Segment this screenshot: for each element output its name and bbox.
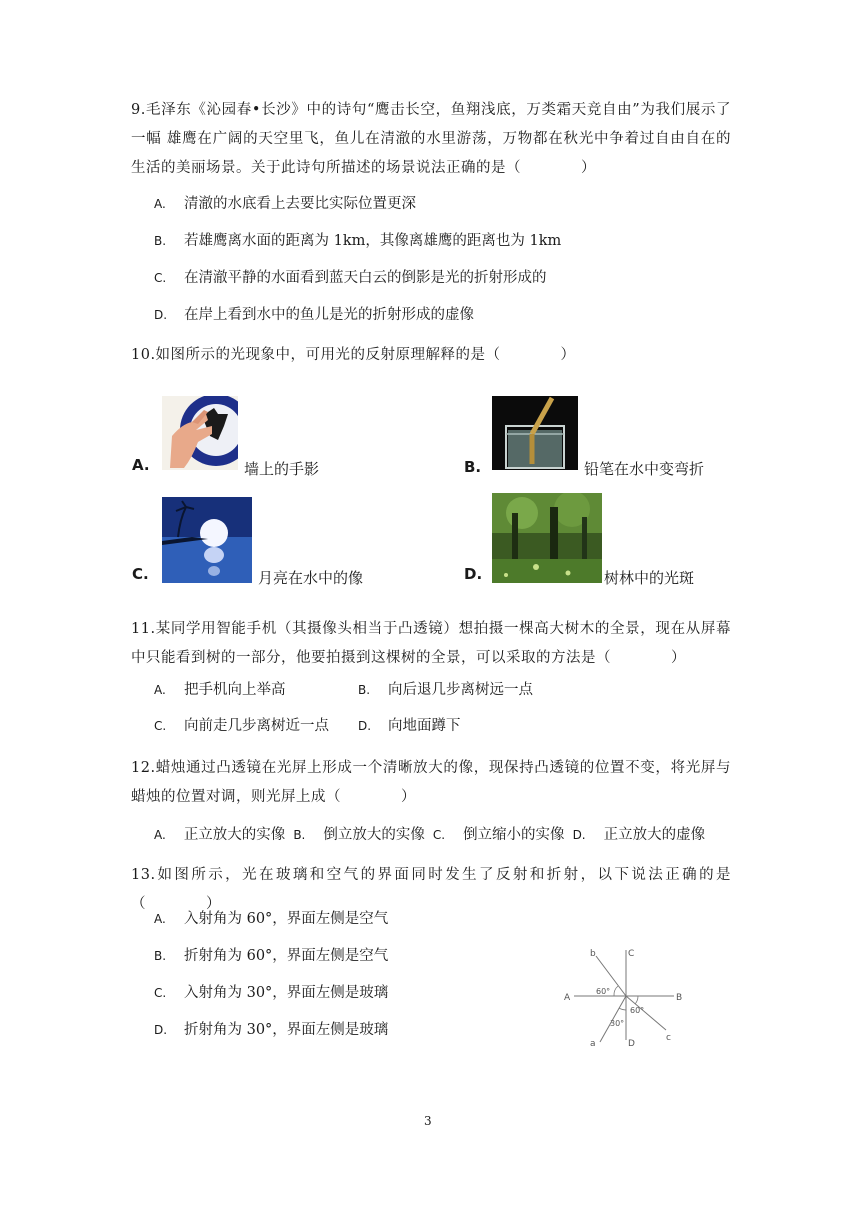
page-number: 3 (424, 1114, 432, 1128)
option-text: 折射角为 60°，界面左侧是空气 (184, 948, 389, 964)
question-12-option-a[interactable] (154, 827, 293, 843)
angle-label-60-right: 60° (630, 1006, 645, 1015)
option-key: A. (154, 828, 166, 842)
question-13-option-b[interactable] (154, 946, 388, 966)
angle-arc-right (635, 996, 638, 1004)
question-11-option-b[interactable] (358, 680, 533, 700)
option-text: 入射角为 30°，界面左侧是玻璃 (184, 985, 389, 1001)
option-key: D. (154, 1023, 168, 1037)
pencil-in-water-image (492, 396, 578, 470)
option-key: B. (154, 234, 167, 248)
option-text: 向地面蹲下 (388, 718, 461, 734)
option-caption: 树林中的光斑 (604, 569, 695, 587)
option-text: 在清澈平静的水面看到蓝天白云的倒影是光的折射形成的 (184, 270, 547, 286)
option-key: B. (154, 949, 167, 963)
label-a: a (590, 1039, 596, 1049)
option-key: C. (432, 828, 446, 842)
question-12-option-b[interactable] (293, 827, 433, 843)
option-caption: 月亮在水中的像 (258, 569, 364, 587)
question-11-option-a[interactable] (154, 680, 286, 700)
option-key: D. (572, 828, 586, 842)
option-text: 入射角为 60°，界面左侧是空气 (184, 911, 389, 927)
question-13-option-d[interactable] (154, 1020, 388, 1040)
hand-shadow-image (162, 396, 238, 470)
question-13-stem: 13.如图所示，光在玻璃和空气的界面同时发生了反射和折射，以下说法正确的是（ ） (131, 867, 731, 912)
forest-light-spots-image (492, 493, 602, 583)
option-key: D. (154, 308, 168, 322)
question-9-option-b[interactable] (154, 231, 561, 251)
option-key: C. (154, 271, 167, 285)
option-text: 向前走几步离树近一点 (184, 718, 329, 734)
option-text: 在岸上看到水中的鱼儿是光的折射形成的虚像 (184, 307, 474, 323)
angle-label-30: 30° (610, 1019, 625, 1028)
option-text: 倒立缩小的实像 (463, 827, 565, 843)
question-10-option-d[interactable] (462, 493, 732, 589)
question-11-stem: 11.某同学用智能手机（其摄像头相当于凸透镜）想拍摄一棵高大树木的全景，现在从屏幕中只能看到树的一部分，他要拍摄到这棵树的全景，可以采取的方法是（ ） (131, 621, 731, 666)
option-key: B. (358, 683, 371, 697)
option-text: 若雄鹰离水面的距离为 1km，其像离雄鹰的距离也为 1km (184, 233, 562, 249)
question-11-option-c[interactable] (154, 716, 329, 736)
label-D: D (628, 1039, 635, 1049)
option-text: 清澈的水底看上去要比实际位置更深 (184, 196, 416, 212)
option-text: 把手机向上举高 (184, 682, 286, 698)
question-12-options (154, 823, 705, 844)
question-10-option-a[interactable] (130, 396, 370, 476)
question-12-option-d[interactable] (573, 827, 706, 843)
option-text: 正立放大的虚像 (603, 827, 706, 843)
label-B: B (676, 993, 683, 1003)
question-13-option-a[interactable] (154, 909, 388, 929)
option-text: 折射角为 30°，界面左侧是玻璃 (184, 1022, 389, 1038)
option-caption: 铅笔在水中变弯折 (584, 460, 705, 478)
option-key: C. (132, 565, 149, 583)
question-9-option-d[interactable] (154, 305, 474, 325)
option-key: D. (464, 565, 483, 583)
option-key: A. (154, 683, 166, 697)
option-key: A. (154, 912, 166, 926)
question-10-option-b[interactable] (462, 396, 732, 476)
question-13-option-c[interactable] (154, 983, 388, 1003)
option-text: 倒立放大的实像 (323, 827, 425, 843)
question-12-stem: 12.蜡烛通过凸透镜在光屏上形成一个清晰放大的像，现保持凸透镜的位置不变，将光屏与蜡烛的位置对调，则光屏上成（ ） (131, 760, 731, 805)
angle-arc-lower (619, 1008, 626, 1010)
question-9-option-a[interactable] (154, 194, 416, 214)
option-key: B. (293, 828, 306, 842)
question-11-option-d[interactable] (358, 716, 461, 736)
option-text: 向后退几步离树远一点 (388, 682, 533, 698)
label-C: C (628, 949, 635, 959)
angle-arc-upper (614, 986, 618, 996)
option-key: A. (154, 197, 166, 211)
option-caption: 墙上的手影 (244, 460, 320, 478)
angle-label-60-upper: 60° (596, 987, 611, 996)
label-c: c (666, 1033, 671, 1043)
option-key: A. (132, 456, 150, 474)
option-key: D. (358, 719, 372, 733)
question-12-option-c[interactable] (433, 827, 573, 843)
question-10-stem: 10.如图所示的光现象中，可用光的反射原理解释的是（ ） (131, 347, 576, 363)
question-10-option-c[interactable] (130, 497, 390, 589)
refraction-diagram (556, 940, 696, 1052)
question-9-option-c[interactable] (154, 268, 547, 288)
option-key: C. (154, 719, 167, 733)
option-key: B. (464, 458, 482, 476)
label-A: A (564, 993, 571, 1003)
moon-reflection-image (162, 497, 252, 583)
option-text: 正立放大的实像 (183, 827, 286, 843)
option-key: C. (154, 986, 167, 1000)
label-b: b (590, 949, 596, 959)
question-9-stem: 9.毛泽东《沁园春•长沙》中的诗句“鹰击长空，鱼翔浅底，万类霜天竞自由”为我们展示了一幅 雄鹰在广阔的天空里飞，鱼儿在清澈的水里游荡，万物都在秋光中争着过自由自在的生活的美丽场景。关于此诗句所描述的场景说法正确的是（ ） (131, 102, 731, 176)
